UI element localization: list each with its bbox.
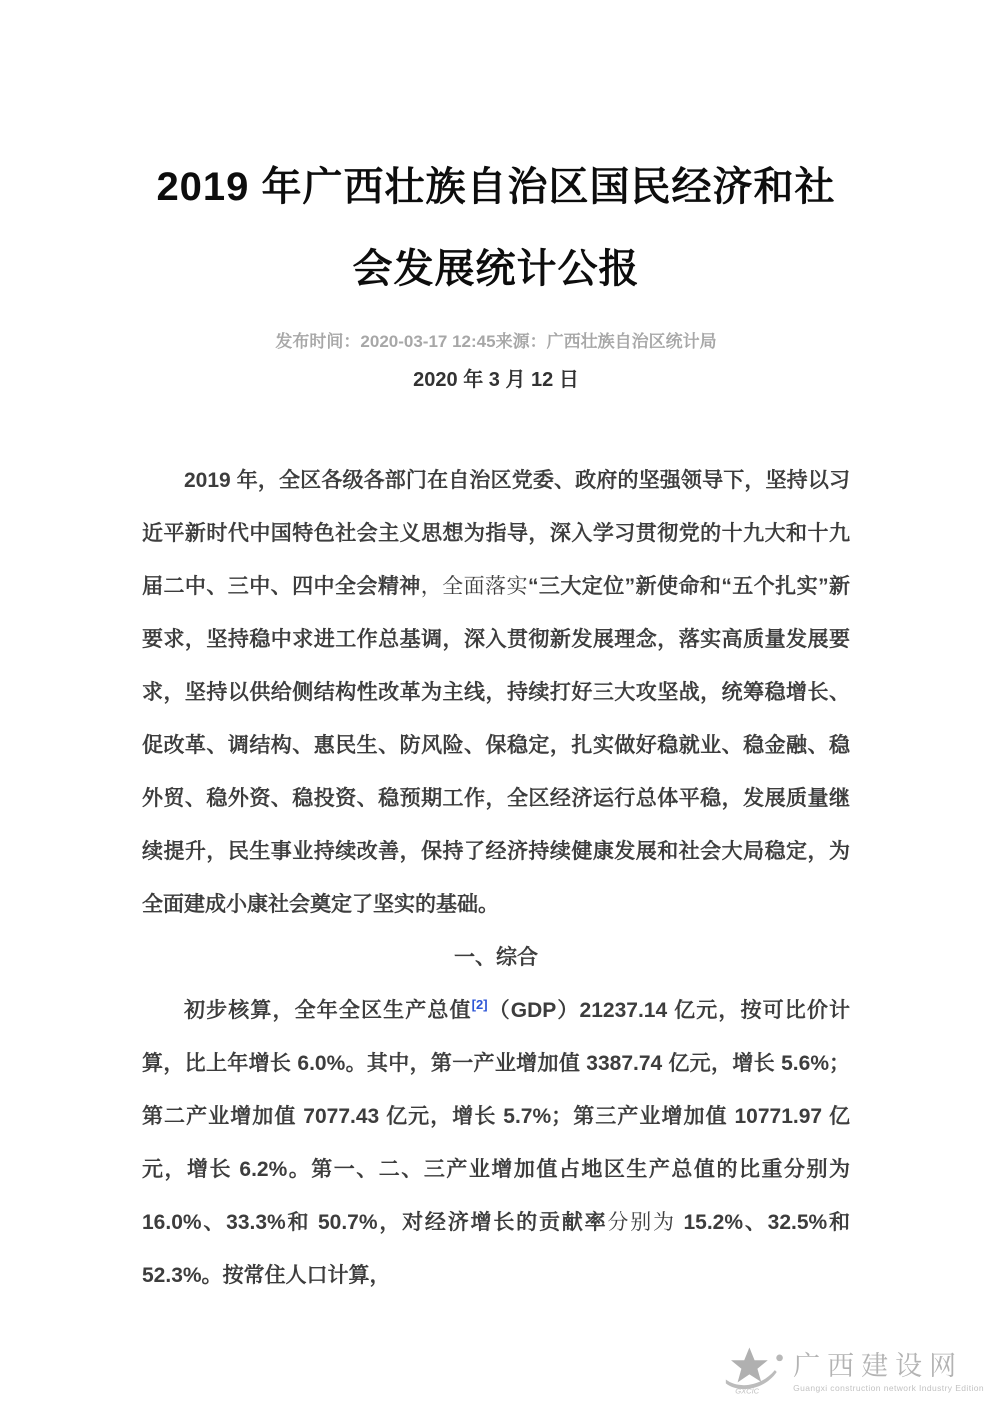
footnote-superscript [472,993,488,1013]
text-segment: “三大定位”新使命和“五个扎实”新要求，坚持稳中求进工作总基调，深入贯彻新发展理念，落实高质量发展要求，坚持以供给侧结构性改革为主线，持续打好三大攻坚战，统筹稳增长、促改革、调结构、惠民生、防风险、保稳定，扎实做好稳就业、稳金融、稳外贸、稳外资、稳投资、稳预期工作，全区经济运行总体平稳，发展质量继续提升，民生事业持续改善，保持了经济持续健康发展和社会大局稳定，为全面建成小康社会奠定了坚实的基础。 [142,575,851,916]
title-line-2: 会发展统计公报 [352,247,640,291]
section-heading-1: 一、综合 [454,946,538,969]
text-segment: （GDP）21237.14 亿元，按可比价计算，比上年增长 6.0%。其中，第一产业增加值 3387.74 亿元，增长 5.6%；第二产业增加值 7077.43 亿元，增长 5.7%；第三产业增加值 10771.97 亿元，增长 6.2%。第一、二、三产业增加值占地区生产总值的比重分别为 16.0%、33.3%和 50.7%，对经济增长的贡献率 [142,999,850,1234]
publish-time-value: 2020-03-17 12:45 [360,332,496,351]
text-segment: 15.2%、32.5%和 52.3%。按常住人口计算， [142,1211,851,1287]
footnote-ref-link[interactable]: [2] [471,997,488,1012]
source-value: 广西壮族自治区统计局 [546,332,717,351]
watermark-site-name: 广西建设网 [793,1351,964,1381]
watermark-tagline: Guangxi construction network Industry Edition [793,1383,984,1393]
document-page [142,0,850,1302]
publish-meta [142,332,850,352]
intro-paragraph [142,454,850,931]
site-watermark [723,1345,984,1399]
star-logo-icon [723,1345,789,1399]
text-segment: 2019 年，全区各级各部门在自治区党委、政府的坚强领导下，坚持以习近平新时代中国特色社会主义思想为指导，深入学习贯彻党的十九大和十九届二中、三中、四中全会精神 [142,469,850,598]
source-label: 来源： [495,332,547,351]
watermark-text-block [793,1351,984,1393]
gdp-paragraph [142,984,850,1302]
text-segment: ，全面落实 [420,575,528,598]
text-segment: 分别为 [607,1211,676,1234]
text-segment: 初步核算，全年全区生产总值 [184,999,472,1022]
title-line-1: 2019 年广西壮族自治区国民经济和社 [156,165,836,209]
publish-time-label: 发布时间： [275,332,361,351]
watermark-logo-text: GXCIC [735,1386,760,1396]
page-title [142,146,850,310]
document-date: 2020 年 3 月 12 日 [413,369,579,391]
document-body [142,454,850,1302]
